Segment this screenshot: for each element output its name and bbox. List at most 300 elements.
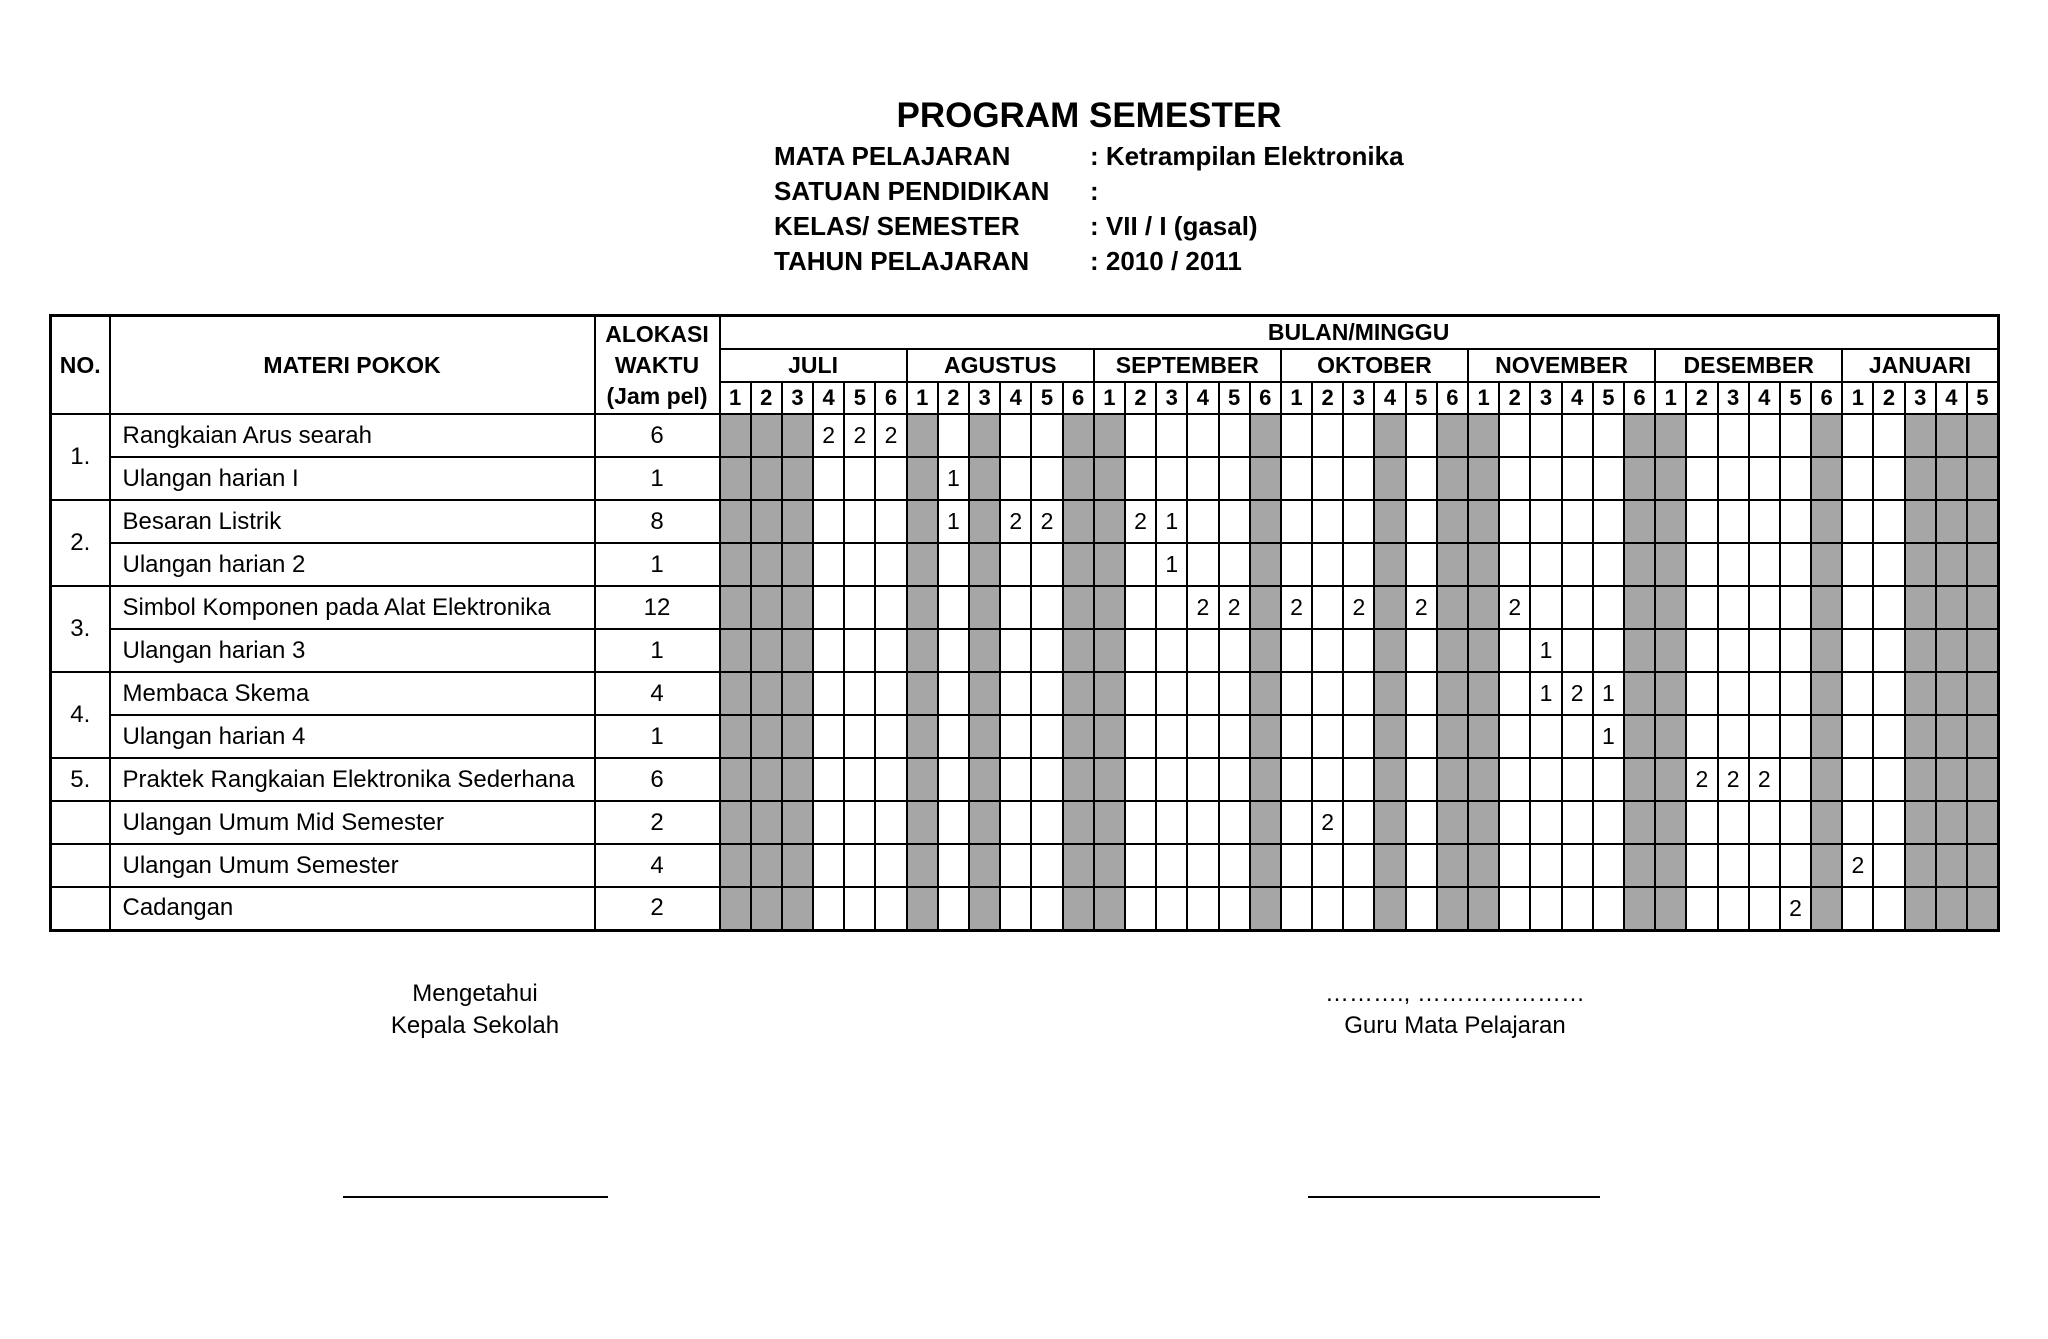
week-cell [1343,801,1374,844]
week-cell [938,801,969,844]
week-cell [844,844,875,887]
week-cell [1624,457,1655,500]
week-cell [1499,672,1530,715]
week-cell [1094,715,1125,758]
week-cell [1000,586,1031,629]
week-cell [875,758,906,801]
week-cell [1718,887,1749,930]
week-header: 1 [1842,382,1873,414]
week-cell [1718,715,1749,758]
week-cell [1406,715,1437,758]
week-cell [1530,844,1561,887]
week-cell [813,629,844,672]
week-cell [1811,844,1842,887]
week-cell [1374,543,1405,586]
column-header-alokasi [595,316,720,415]
week-cell [1873,844,1904,887]
week-cell [1468,457,1499,500]
week-cell [813,543,844,586]
week-cell [782,414,813,457]
week-cell [1749,672,1780,715]
week-cell [1281,414,1312,457]
week-cell: 2 [813,414,844,457]
materi-cell: Ulangan harian 4 [110,715,595,758]
week-cell [844,801,875,844]
week-cell [1437,801,1468,844]
week-cell: 2 [1000,500,1031,543]
week-cell [1281,543,1312,586]
week-cell [1094,414,1125,457]
week-cell [1811,758,1842,801]
week-cell [1281,844,1312,887]
alokasi-cell: 8 [595,500,720,543]
week-cell [938,543,969,586]
header-row-bulan [51,316,1999,350]
week-cell [1063,672,1094,715]
week-header: 6 [1437,382,1468,414]
week-cell [813,887,844,930]
week-cell [1718,457,1749,500]
week-cell [969,844,1000,887]
week-cell [938,629,969,672]
week-cell [1718,844,1749,887]
week-cell [1094,629,1125,672]
week-cell [1624,887,1655,930]
week-cell [1281,500,1312,543]
week-cell [1031,543,1062,586]
week-cell [751,715,782,758]
header-label-kelas-semester: KELAS/ SEMESTER [774,211,1020,241]
week-cell [1219,844,1250,887]
week-cell [1125,758,1156,801]
week-cell: 2 [1499,586,1530,629]
week-cell [813,586,844,629]
row-number: 3. [51,586,110,672]
week-cell [1936,586,1967,629]
schedule-table-body [51,414,1999,930]
week-cell [1936,887,1967,930]
week-cell [1593,758,1624,801]
week-cell [1562,844,1593,887]
week-cell [1063,844,1094,887]
week-cell [1936,715,1967,758]
week-cell [1063,457,1094,500]
week-header: 4 [1936,382,1967,414]
week-cell [1749,586,1780,629]
week-cell [1655,844,1686,887]
week-cell [1156,715,1187,758]
week-cell [1250,543,1281,586]
week-cell [1125,887,1156,930]
alokasi-cell: 1 [595,629,720,672]
week-cell [1905,500,1936,543]
week-cell [1967,801,1998,844]
week-cell [751,629,782,672]
week-cell [1250,715,1281,758]
week-cell [1624,844,1655,887]
week-cell [1624,801,1655,844]
week-cell [1593,629,1624,672]
week-cell [1655,715,1686,758]
week-cell [1936,672,1967,715]
week-cell [1749,887,1780,930]
week-cell [1530,543,1561,586]
week-cell [1156,801,1187,844]
week-cell [1593,500,1624,543]
week-cell [969,672,1000,715]
week-cell [1842,629,1873,672]
week-cell [1530,758,1561,801]
week-cell [720,414,751,457]
week-cell [1406,500,1437,543]
week-cell: 1 [1530,672,1561,715]
week-cell [1780,457,1811,500]
week-cell [1094,887,1125,930]
week-cell [1530,500,1561,543]
week-cell [1562,801,1593,844]
week-header: 5 [1967,382,1998,414]
week-cell [1406,801,1437,844]
week-cell [1530,457,1561,500]
week-cell [1312,629,1343,672]
week-cell [1187,715,1218,758]
month-header-agustus: AGUSTUS [907,349,1094,382]
week-cell [1873,887,1904,930]
week-cell [844,500,875,543]
week-cell [1219,801,1250,844]
week-cell [1094,500,1125,543]
week-cell: 1 [1156,543,1187,586]
week-cell [1156,844,1187,887]
week-header: 5 [844,382,875,414]
week-cell [1219,500,1250,543]
week-cell [1374,758,1405,801]
row-number: 4. [51,672,110,758]
alokasi-cell: 4 [595,672,720,715]
week-header: 4 [1562,382,1593,414]
week-cell [875,629,906,672]
week-header: 4 [1749,382,1780,414]
header-label-mata-pelajaran: MATA PELAJARAN [774,141,1011,171]
column-header-alokasi-line: ALOKASI [605,320,709,347]
table-row [51,414,1999,457]
week-cell [751,586,782,629]
signature-right-block [1290,978,1620,1042]
week-cell [1374,844,1405,887]
table-row [51,500,1999,543]
week-cell [1219,543,1250,586]
week-cell [1936,629,1967,672]
week-cell [1624,414,1655,457]
header-value-mata-pelajaran: : Ketrampilan Elektronika [1090,141,1404,171]
week-cell [751,887,782,930]
week-cell [1936,758,1967,801]
week-cell [1749,715,1780,758]
week-cell [1187,414,1218,457]
week-cell [720,758,751,801]
week-cell [1000,672,1031,715]
week-cell [1530,586,1561,629]
document-title: PROGRAM SEMESTER [896,96,1282,135]
week-cell [1031,457,1062,500]
week-cell [1780,844,1811,887]
week-cell [1811,715,1842,758]
week-cell [1967,672,1998,715]
week-cell [1905,801,1936,844]
week-cell [1562,629,1593,672]
week-cell [1686,629,1717,672]
week-cell [969,715,1000,758]
week-cell: 1 [938,500,969,543]
week-cell [1530,801,1561,844]
week-cell [1250,672,1281,715]
week-cell [1000,715,1031,758]
week-cell [1562,414,1593,457]
week-cell [1063,414,1094,457]
week-cell [1811,672,1842,715]
week-cell [1718,500,1749,543]
week-cell [1499,715,1530,758]
week-cell [1655,586,1686,629]
materi-cell: Ulangan Umum Semester [110,844,595,887]
week-cell [1219,414,1250,457]
week-cell [1437,844,1468,887]
week-cell [1437,500,1468,543]
week-header: 6 [1811,382,1842,414]
row-number [51,844,110,887]
week-cell [875,844,906,887]
week-cell [1031,414,1062,457]
week-cell [1842,801,1873,844]
materi-cell: Ulangan Umum Mid Semester [110,801,595,844]
week-cell [1842,758,1873,801]
alokasi-cell: 2 [595,801,720,844]
week-cell [1343,629,1374,672]
week-cell [1593,457,1624,500]
week-cell [1655,414,1686,457]
week-cell [1312,672,1343,715]
signature-right-line [1308,1196,1600,1198]
week-header: 2 [751,382,782,414]
week-cell [1593,586,1624,629]
week-cell [1718,414,1749,457]
materi-cell: Besaran Listrik [110,500,595,543]
week-cell [1905,715,1936,758]
week-cell [1593,844,1624,887]
week-cell [1374,500,1405,543]
week-cell [720,629,751,672]
week-cell [969,887,1000,930]
week-cell [1250,801,1281,844]
week-cell [1125,801,1156,844]
signature-right-line2: Guru Mata Pelajaran [1344,1012,1566,1039]
week-cell [1156,414,1187,457]
week-cell [720,586,751,629]
week-cell [875,672,906,715]
week-cell [969,629,1000,672]
week-cell [720,801,751,844]
week-cell [1250,844,1281,887]
week-cell [1780,758,1811,801]
week-cell [938,715,969,758]
week-cell [1468,586,1499,629]
week-cell [1000,758,1031,801]
week-cell [1530,887,1561,930]
week-cell [1343,500,1374,543]
week-cell [1437,543,1468,586]
week-cell [1000,887,1031,930]
week-cell [907,586,938,629]
week-cell [1967,629,1998,672]
week-cell [875,887,906,930]
week-cell [1281,801,1312,844]
week-cell [1094,844,1125,887]
week-cell [1686,500,1717,543]
week-cell [1780,500,1811,543]
week-cell [1593,543,1624,586]
week-header: 1 [907,382,938,414]
week-cell [907,414,938,457]
week-cell [1936,414,1967,457]
week-cell: 2 [1187,586,1218,629]
week-cell [1250,629,1281,672]
week-cell [1686,414,1717,457]
week-cell [720,715,751,758]
week-cell [1468,500,1499,543]
week-cell [1343,543,1374,586]
week-header: 2 [938,382,969,414]
week-cell [751,500,782,543]
table-row [51,801,1999,844]
table-row [51,758,1999,801]
week-cell [1125,672,1156,715]
week-cell [1343,715,1374,758]
week-cell [1562,586,1593,629]
week-cell [1749,414,1780,457]
week-cell [1718,629,1749,672]
week-cell [751,457,782,500]
week-cell [1312,500,1343,543]
alokasi-cell: 6 [595,414,720,457]
week-cell [1936,457,1967,500]
alokasi-cell: 4 [595,844,720,887]
week-cell [1780,543,1811,586]
week-cell [1499,758,1530,801]
week-header: 3 [782,382,813,414]
week-cell [782,457,813,500]
week-header: 5 [1780,382,1811,414]
week-cell [1811,457,1842,500]
week-cell [1374,457,1405,500]
week-header: 1 [1094,382,1125,414]
week-cell [1031,801,1062,844]
month-header-desember: DESEMBER [1655,349,1842,382]
week-cell [1281,672,1312,715]
week-cell: 1 [938,457,969,500]
week-cell: 2 [1312,801,1343,844]
week-cell [969,586,1000,629]
week-cell [1312,715,1343,758]
week-cell [751,414,782,457]
week-cell [969,801,1000,844]
week-cell [1530,715,1561,758]
week-cell [1655,801,1686,844]
week-header: 4 [1187,382,1218,414]
alokasi-cell: 6 [595,758,720,801]
week-cell [907,672,938,715]
week-cell [1187,758,1218,801]
week-cell [1905,672,1936,715]
week-cell [1655,758,1686,801]
week-cell [1219,715,1250,758]
week-cell [1406,629,1437,672]
week-cell [875,543,906,586]
schedule-table-head [51,316,1999,415]
week-header: 3 [1718,382,1749,414]
week-header: 5 [1219,382,1250,414]
week-cell [1811,543,1842,586]
week-cell [1905,629,1936,672]
week-cell [1468,672,1499,715]
week-cell [1749,500,1780,543]
week-cell [907,801,938,844]
week-cell [1624,586,1655,629]
week-cell [907,715,938,758]
week-cell [1406,457,1437,500]
week-cell [1936,500,1967,543]
week-cell [1312,543,1343,586]
week-cell [1094,543,1125,586]
week-cell [1780,414,1811,457]
column-header-alokasi-line: WAKTU [614,351,700,378]
week-cell [1312,887,1343,930]
month-header-januari: JANUARI [1842,349,1998,382]
week-cell [1655,500,1686,543]
week-cell [1562,457,1593,500]
header-value-tahun-pelajaran: : 2010 / 2011 [1090,246,1242,276]
week-cell [1063,887,1094,930]
column-header-materi: MATERI POKOK [110,316,595,415]
table-row [51,586,1999,629]
week-cell [1031,758,1062,801]
week-cell: 2 [1718,758,1749,801]
week-cell [1624,672,1655,715]
row-number: 1. [51,414,110,500]
week-cell [875,715,906,758]
week-cell [1936,801,1967,844]
week-cell [1031,586,1062,629]
week-cell [1749,457,1780,500]
week-cell [1374,887,1405,930]
week-cell [1063,758,1094,801]
week-cell [782,586,813,629]
week-cell [813,457,844,500]
week-header: 2 [1686,382,1717,414]
week-cell [1374,586,1405,629]
week-cell [1593,414,1624,457]
week-cell [1063,586,1094,629]
week-cell [969,457,1000,500]
week-cell [1374,672,1405,715]
week-cell: 2 [1125,500,1156,543]
week-cell [1437,457,1468,500]
week-cell [1624,543,1655,586]
materi-cell: Ulangan harian I [110,457,595,500]
week-cell [1437,586,1468,629]
week-cell [1811,586,1842,629]
week-header: 6 [1063,382,1094,414]
week-cell [1873,715,1904,758]
